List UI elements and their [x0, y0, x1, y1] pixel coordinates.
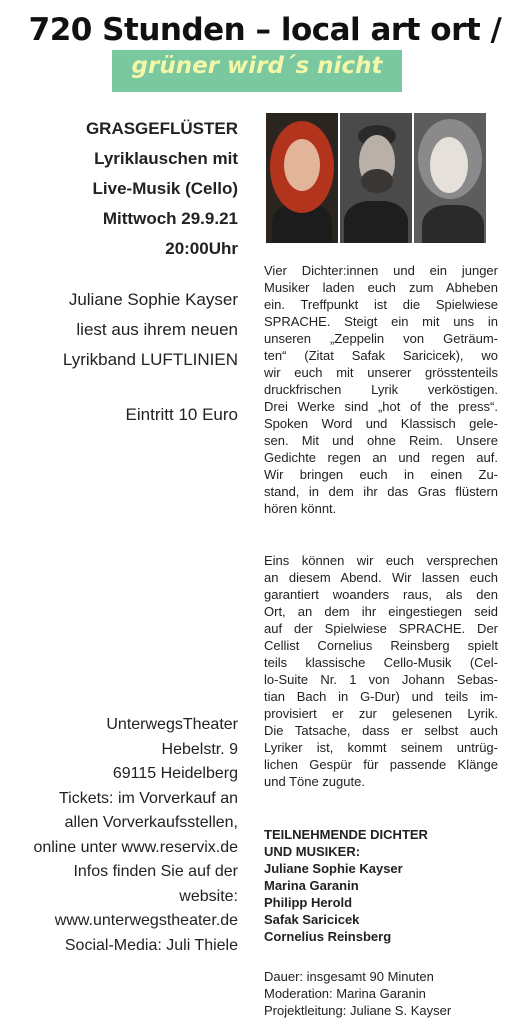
text-line: SPRACHE. Steigt ein mit uns in: [264, 314, 498, 329]
description-paragraph-1: [264, 262, 498, 517]
text-line: ein. Treffpunkt ist die Spielwiese: [264, 297, 498, 312]
participant-name: Philipp Herold: [264, 895, 353, 910]
duration: Dauer: insgesamt 90 Minuten: [264, 969, 434, 984]
text-line: Musiker laden euch zum Abheben: [264, 280, 498, 295]
photo-man-beard: [340, 113, 412, 243]
entry-price: [20, 403, 238, 427]
text-line: garantiert woanders raus, als den: [264, 587, 498, 602]
text-line: teils klassische Cello-Musik (Cel-: [264, 655, 498, 670]
text-line: unseren „Zeppelin von Geträum-: [264, 331, 498, 346]
page-subtitle: grüner wird´s nicht: [131, 53, 383, 79]
event-info: [20, 114, 238, 264]
participant-name: Cornelius Reinsberg: [264, 929, 392, 944]
event-line: Lyriklauschen mit: [94, 149, 238, 168]
tickets-line: allen Vorverkaufsstellen,: [64, 814, 238, 831]
text-line: druckfrischen Lyrik verköstigen.: [264, 382, 498, 397]
text-line: Drei Werke sind „hot of the press“.: [264, 399, 498, 414]
website-link[interactable]: www.unterwegstheater.de: [54, 912, 238, 929]
text-line: provisiert er zur gelesenen Lyrik.: [264, 706, 498, 721]
venue-name: UnterwegsTheater: [106, 716, 238, 733]
reading-line: liest aus ihrem neuen: [76, 320, 238, 339]
text-line: Ort, an dem ihr eingestiegen seid: [264, 604, 498, 619]
event-meta: [264, 968, 498, 1019]
text-line: Wir bringen euch in einen Zu-: [264, 467, 498, 482]
entry-price-text: Eintritt 10 Euro: [125, 405, 238, 424]
participant-name: Juliane Sophie Kayser: [264, 861, 403, 876]
venue-info: [20, 713, 238, 958]
photo-woman-curly-hair: [414, 113, 486, 243]
text-line: tian Bach in G-Dur) und teils im-: [264, 689, 498, 704]
venue-city: 69115 Heidelberg: [112, 765, 238, 782]
text-line: Die Tatsache, dass er selbst auch: [264, 723, 498, 738]
participant-name: Marina Garanin: [264, 878, 359, 893]
participants-heading: UND MUSIKER:: [264, 844, 361, 859]
text-line: wir euch mit unserer grösstenteils: [264, 365, 498, 380]
moderation: Moderation: Marina Garanin: [264, 986, 426, 1001]
event-name: GRASGEFLÜSTER: [85, 119, 238, 138]
text-line: und Töne zugute.: [264, 774, 365, 789]
social-media-line: Social-Media: Juli Thiele: [64, 936, 238, 954]
text-line: Spoken Word und Klassisch gele-: [264, 416, 498, 431]
text-line: Lyriker ist, kommt seinem untrüg-: [264, 740, 498, 755]
photo-woman-red-hair: [266, 113, 338, 243]
text-line: Gedichte regen an und regen auf.: [264, 450, 498, 465]
participants: [264, 826, 498, 945]
text-line: hören könnt.: [264, 501, 337, 516]
participants-heading: TEILNEHMENDE DICHTER: [264, 827, 428, 842]
info-line: Infos finden Sie auf der: [73, 863, 238, 880]
event-time: 20:00Uhr: [165, 239, 238, 258]
text-line: lichen Gespür für passende Klänge: [264, 757, 498, 772]
text-line: stand, in dem ihr das Gras flüstern: [264, 484, 498, 499]
reading-line: Lyrikband LUFTLINIEN: [62, 350, 238, 369]
info-line: website:: [179, 887, 238, 905]
page-title: 720 Stunden – local art ort /: [28, 12, 502, 48]
venue-street: Hebelstr. 9: [161, 740, 238, 758]
text-line: an diesem Abend. Wir lassen euch: [264, 570, 498, 585]
reading-line: Juliane Sophie Kayser: [68, 290, 238, 309]
tickets-line: Tickets: im Vorverkauf an: [58, 789, 238, 807]
text-line: Cellist Cornelius Reinsberg spielt: [264, 638, 498, 653]
text-line: Vier Dichter:innen und ein junger: [264, 263, 498, 278]
text-line: lo-Suite Nr. 1 von Johann Sebas-: [264, 672, 498, 687]
event-line: Live-Musik (Cello): [92, 179, 238, 198]
text-line: sen. Mit und ohne Reim. Unsere: [264, 433, 498, 448]
text-line: Eins können wir euch versprechen: [264, 553, 498, 568]
reading-info: [20, 285, 238, 375]
participant-name: Safak Saricicek: [264, 912, 360, 927]
text-line: ten“ (Zitat Safak Saricicek), wo: [264, 348, 498, 363]
event-date: Mittwoch 29.9.21: [102, 209, 238, 228]
project-lead: Projektleitung: Juliane S. Kayser: [264, 1003, 452, 1018]
description-paragraph-2: [264, 552, 498, 790]
tickets-link[interactable]: online unter www.reservix.de: [33, 838, 238, 856]
text-line: auf der Spielwiese SPRACHE. Der: [264, 621, 498, 636]
